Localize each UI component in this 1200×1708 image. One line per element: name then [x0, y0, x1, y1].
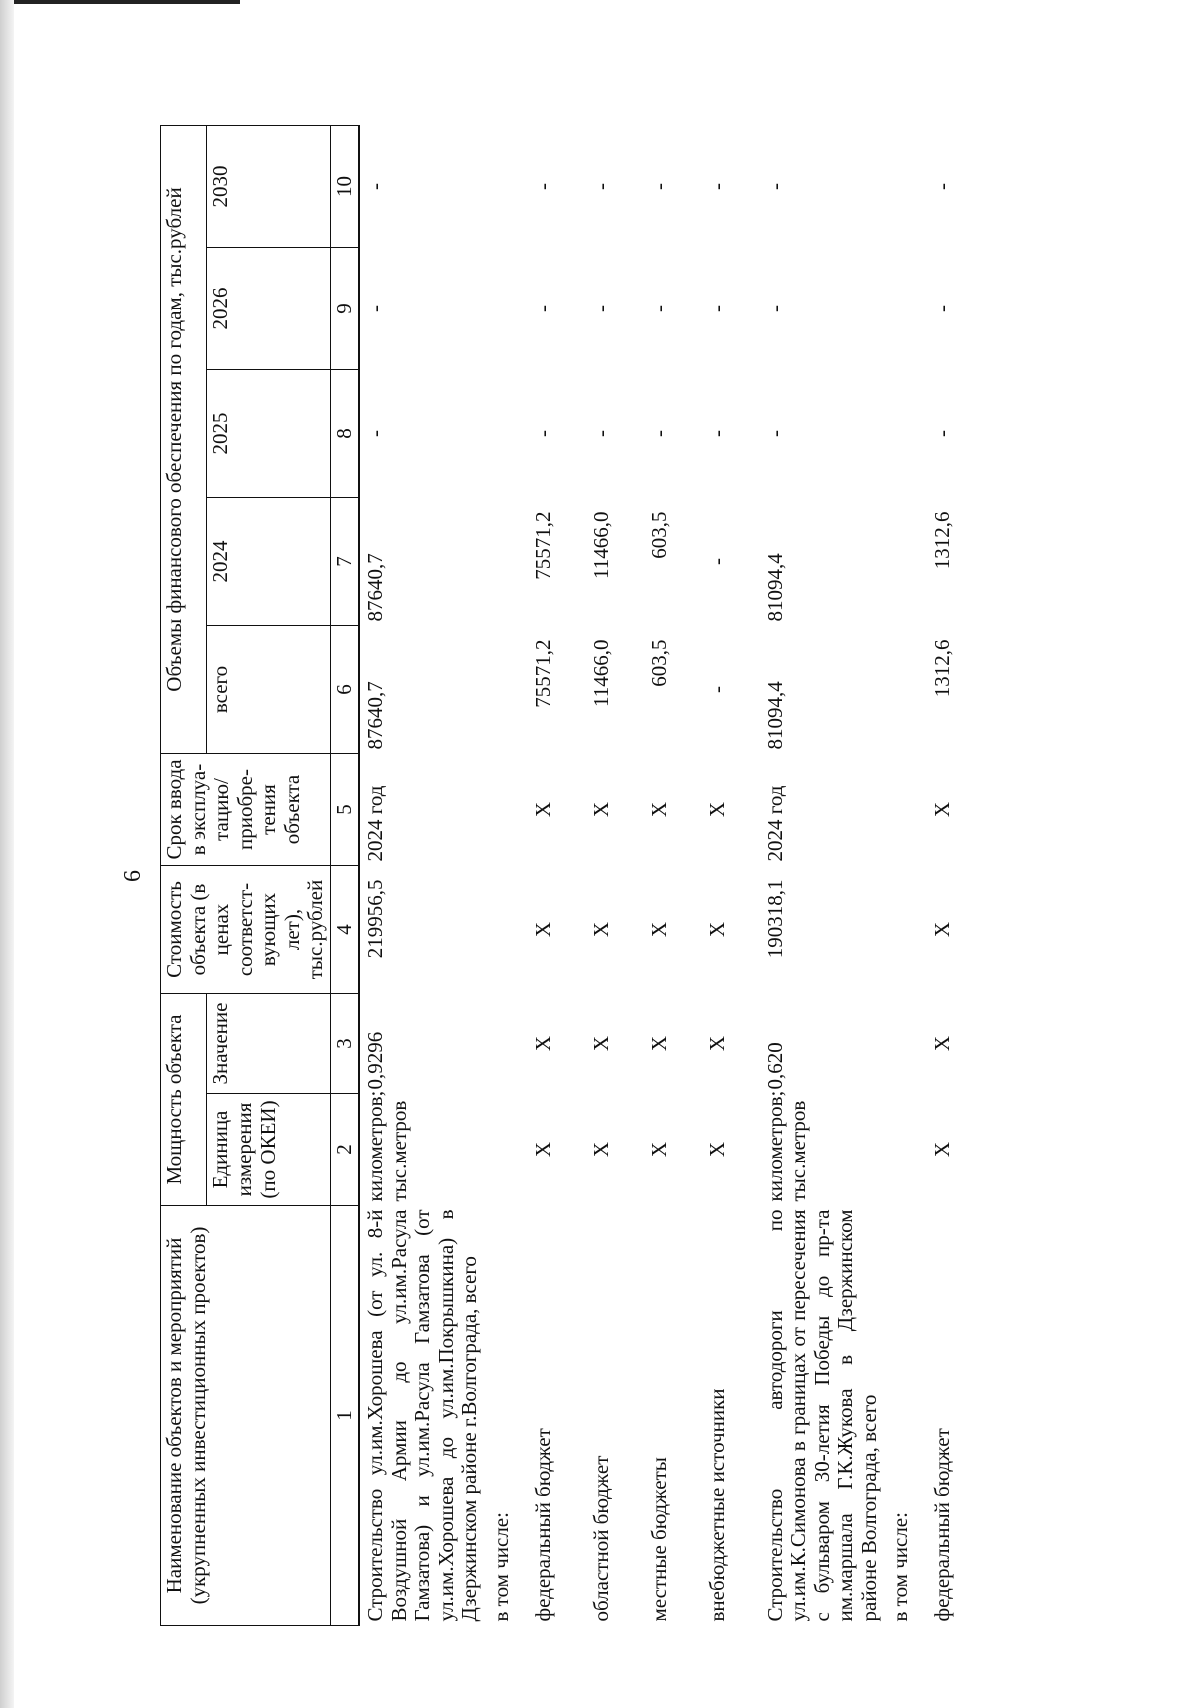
row-total: -: [704, 686, 729, 693]
row-2025: -: [588, 430, 613, 437]
table-row: [586, 125, 644, 1625]
header-2030: 2030: [207, 125, 330, 247]
row-value: 0,9296: [363, 1031, 388, 1090]
row-2025: -: [530, 430, 555, 437]
row-2024: 603,5: [646, 511, 671, 559]
rotated-page: [40, 86, 1100, 1666]
header-term: Срок ввода в эксплуа-тацию/ приобре-тения объекта: [161, 754, 331, 866]
row-unit: километров; тыс.метров: [363, 1090, 411, 1202]
row-2025: -: [930, 430, 955, 437]
row-term: 2024 год: [363, 785, 388, 862]
row-name: местные бюджеты: [646, 1457, 671, 1622]
table-row: [760, 125, 886, 1625]
row-2026: -: [762, 305, 787, 312]
row-cost: X: [704, 921, 729, 938]
header-cost: Стоимость объекта (в ценах соответст-вующих лет), тыс.рублей: [161, 866, 331, 994]
header-name: Наименование объектов и мероприятий (укрупненных инвестиционных проектов): [161, 1206, 331, 1626]
row-cost: 219956,5: [363, 879, 388, 959]
financing-table: [160, 125, 985, 1626]
table-row: [644, 125, 702, 1625]
row-term: 2024 год: [762, 785, 787, 862]
column-number: 6: [330, 626, 359, 754]
row-2024: 11466,0: [588, 511, 613, 579]
row-unit: X: [588, 1141, 613, 1158]
table-row: [885, 125, 927, 1625]
row-2026: -: [530, 305, 555, 312]
row-total: 603,5: [646, 639, 671, 687]
scan-edge-left: [0, 0, 14, 1708]
row-term: X: [704, 801, 729, 818]
row-term: X: [930, 801, 955, 818]
table-header: [161, 125, 360, 1625]
row-unit: X: [646, 1141, 671, 1158]
row-2026: -: [704, 305, 729, 312]
row-2025: -: [363, 430, 388, 437]
row-name: внебюджетные источники: [704, 1388, 729, 1622]
row-unit: X: [530, 1141, 555, 1158]
row-2025: -: [762, 430, 787, 437]
header-unit: Единица измерения (по ОКЕИ): [207, 1094, 330, 1206]
header-2024: 2024: [207, 498, 330, 626]
column-number: 3: [330, 994, 359, 1094]
row-name: в том числе:: [888, 1512, 913, 1622]
row-2030: -: [762, 182, 787, 190]
table-row: [927, 125, 985, 1625]
column-number: 9: [330, 248, 359, 370]
row-total: 1312,6: [930, 639, 955, 698]
column-number: 10: [330, 125, 359, 247]
row-2030: -: [530, 182, 555, 190]
table-row: [359, 125, 486, 1625]
column-number: 8: [330, 370, 359, 498]
row-value: X: [930, 1035, 955, 1052]
table-row: [702, 125, 760, 1625]
row-total: 87640,7: [363, 681, 388, 750]
row-name: федеральный бюджет: [530, 1428, 555, 1622]
header-total: всего: [207, 626, 330, 754]
page-number: 6: [120, 870, 146, 882]
row-2026: -: [588, 305, 613, 312]
row-term: X: [646, 801, 671, 818]
row-name: Строительство ул.им.Хорошева (от ул. 8-й Воздушной Армии до ул.им.Расула Гамзатова) и ул.им.Расула Гамзатова (от ул.им.Хорошева до ул.им.Покрышкина) в Дзержинском районе г.Волгограда, всего: [363, 1209, 482, 1622]
row-cost: X: [930, 921, 955, 938]
row-unit: километров; тыс.метров: [762, 1090, 811, 1202]
row-unit: X: [930, 1141, 955, 1158]
row-2024: 75571,2: [530, 511, 555, 580]
row-total: 75571,2: [530, 639, 555, 708]
row-2024: -: [704, 558, 729, 565]
row-2024: 1312,6: [930, 511, 955, 570]
column-number: 4: [330, 866, 359, 994]
row-2030: -: [363, 182, 388, 190]
row-2026: -: [930, 305, 955, 312]
row-2024: 81094,4: [762, 553, 787, 622]
row-cost: X: [530, 921, 555, 938]
row-2025: -: [704, 430, 729, 437]
row-total: 11466,0: [588, 639, 613, 707]
row-cost: X: [588, 921, 613, 938]
row-2026: -: [363, 305, 388, 312]
row-value: X: [646, 1035, 671, 1052]
row-name: Строительство автодороги по ул.им.К.Симонова в границах от пересечения с бульваром 30-летия Победы до пр-та им.маршала Г.К.Жукова в Дзержинском районе Волгограда, всего: [762, 1209, 881, 1622]
column-numbers-row: [330, 125, 359, 1625]
header-2025: 2025: [207, 370, 330, 498]
row-cost: X: [646, 921, 671, 938]
row-2026: -: [646, 305, 671, 312]
row-value: X: [588, 1035, 613, 1052]
table-body: [359, 125, 985, 1625]
row-term: X: [530, 801, 555, 818]
row-unit: X: [704, 1141, 729, 1158]
row-value: 0,620: [762, 1042, 787, 1090]
column-number: 2: [330, 1094, 359, 1206]
row-name: федеральный бюджет: [930, 1428, 955, 1622]
row-2024: 87640,7: [363, 553, 388, 622]
row-name: областной бюджет: [588, 1455, 613, 1622]
column-number: 7: [330, 498, 359, 626]
table-row: [528, 125, 586, 1625]
header-2026: 2026: [207, 248, 330, 370]
row-term: X: [588, 801, 613, 818]
row-2030: -: [588, 182, 613, 190]
header-value: Значение: [207, 994, 330, 1094]
scan-edge-top: [0, 0, 240, 4]
row-total: 81094,4: [762, 681, 787, 750]
row-2030: -: [704, 182, 729, 190]
table-row: [486, 125, 528, 1625]
row-2030: -: [646, 182, 671, 190]
row-value: X: [530, 1035, 555, 1052]
header-capacity: Мощность объекта: [161, 994, 207, 1206]
column-number: 5: [330, 754, 359, 866]
row-value: X: [704, 1035, 729, 1052]
row-name: в том числе:: [488, 1512, 513, 1622]
header-finance: Объемы финансового обеспечения по годам, тыс.рублей: [161, 125, 207, 753]
row-2025: -: [646, 430, 671, 437]
row-2030: -: [930, 182, 955, 190]
column-number: 1: [330, 1206, 359, 1626]
row-cost: 190318,1: [762, 879, 787, 959]
